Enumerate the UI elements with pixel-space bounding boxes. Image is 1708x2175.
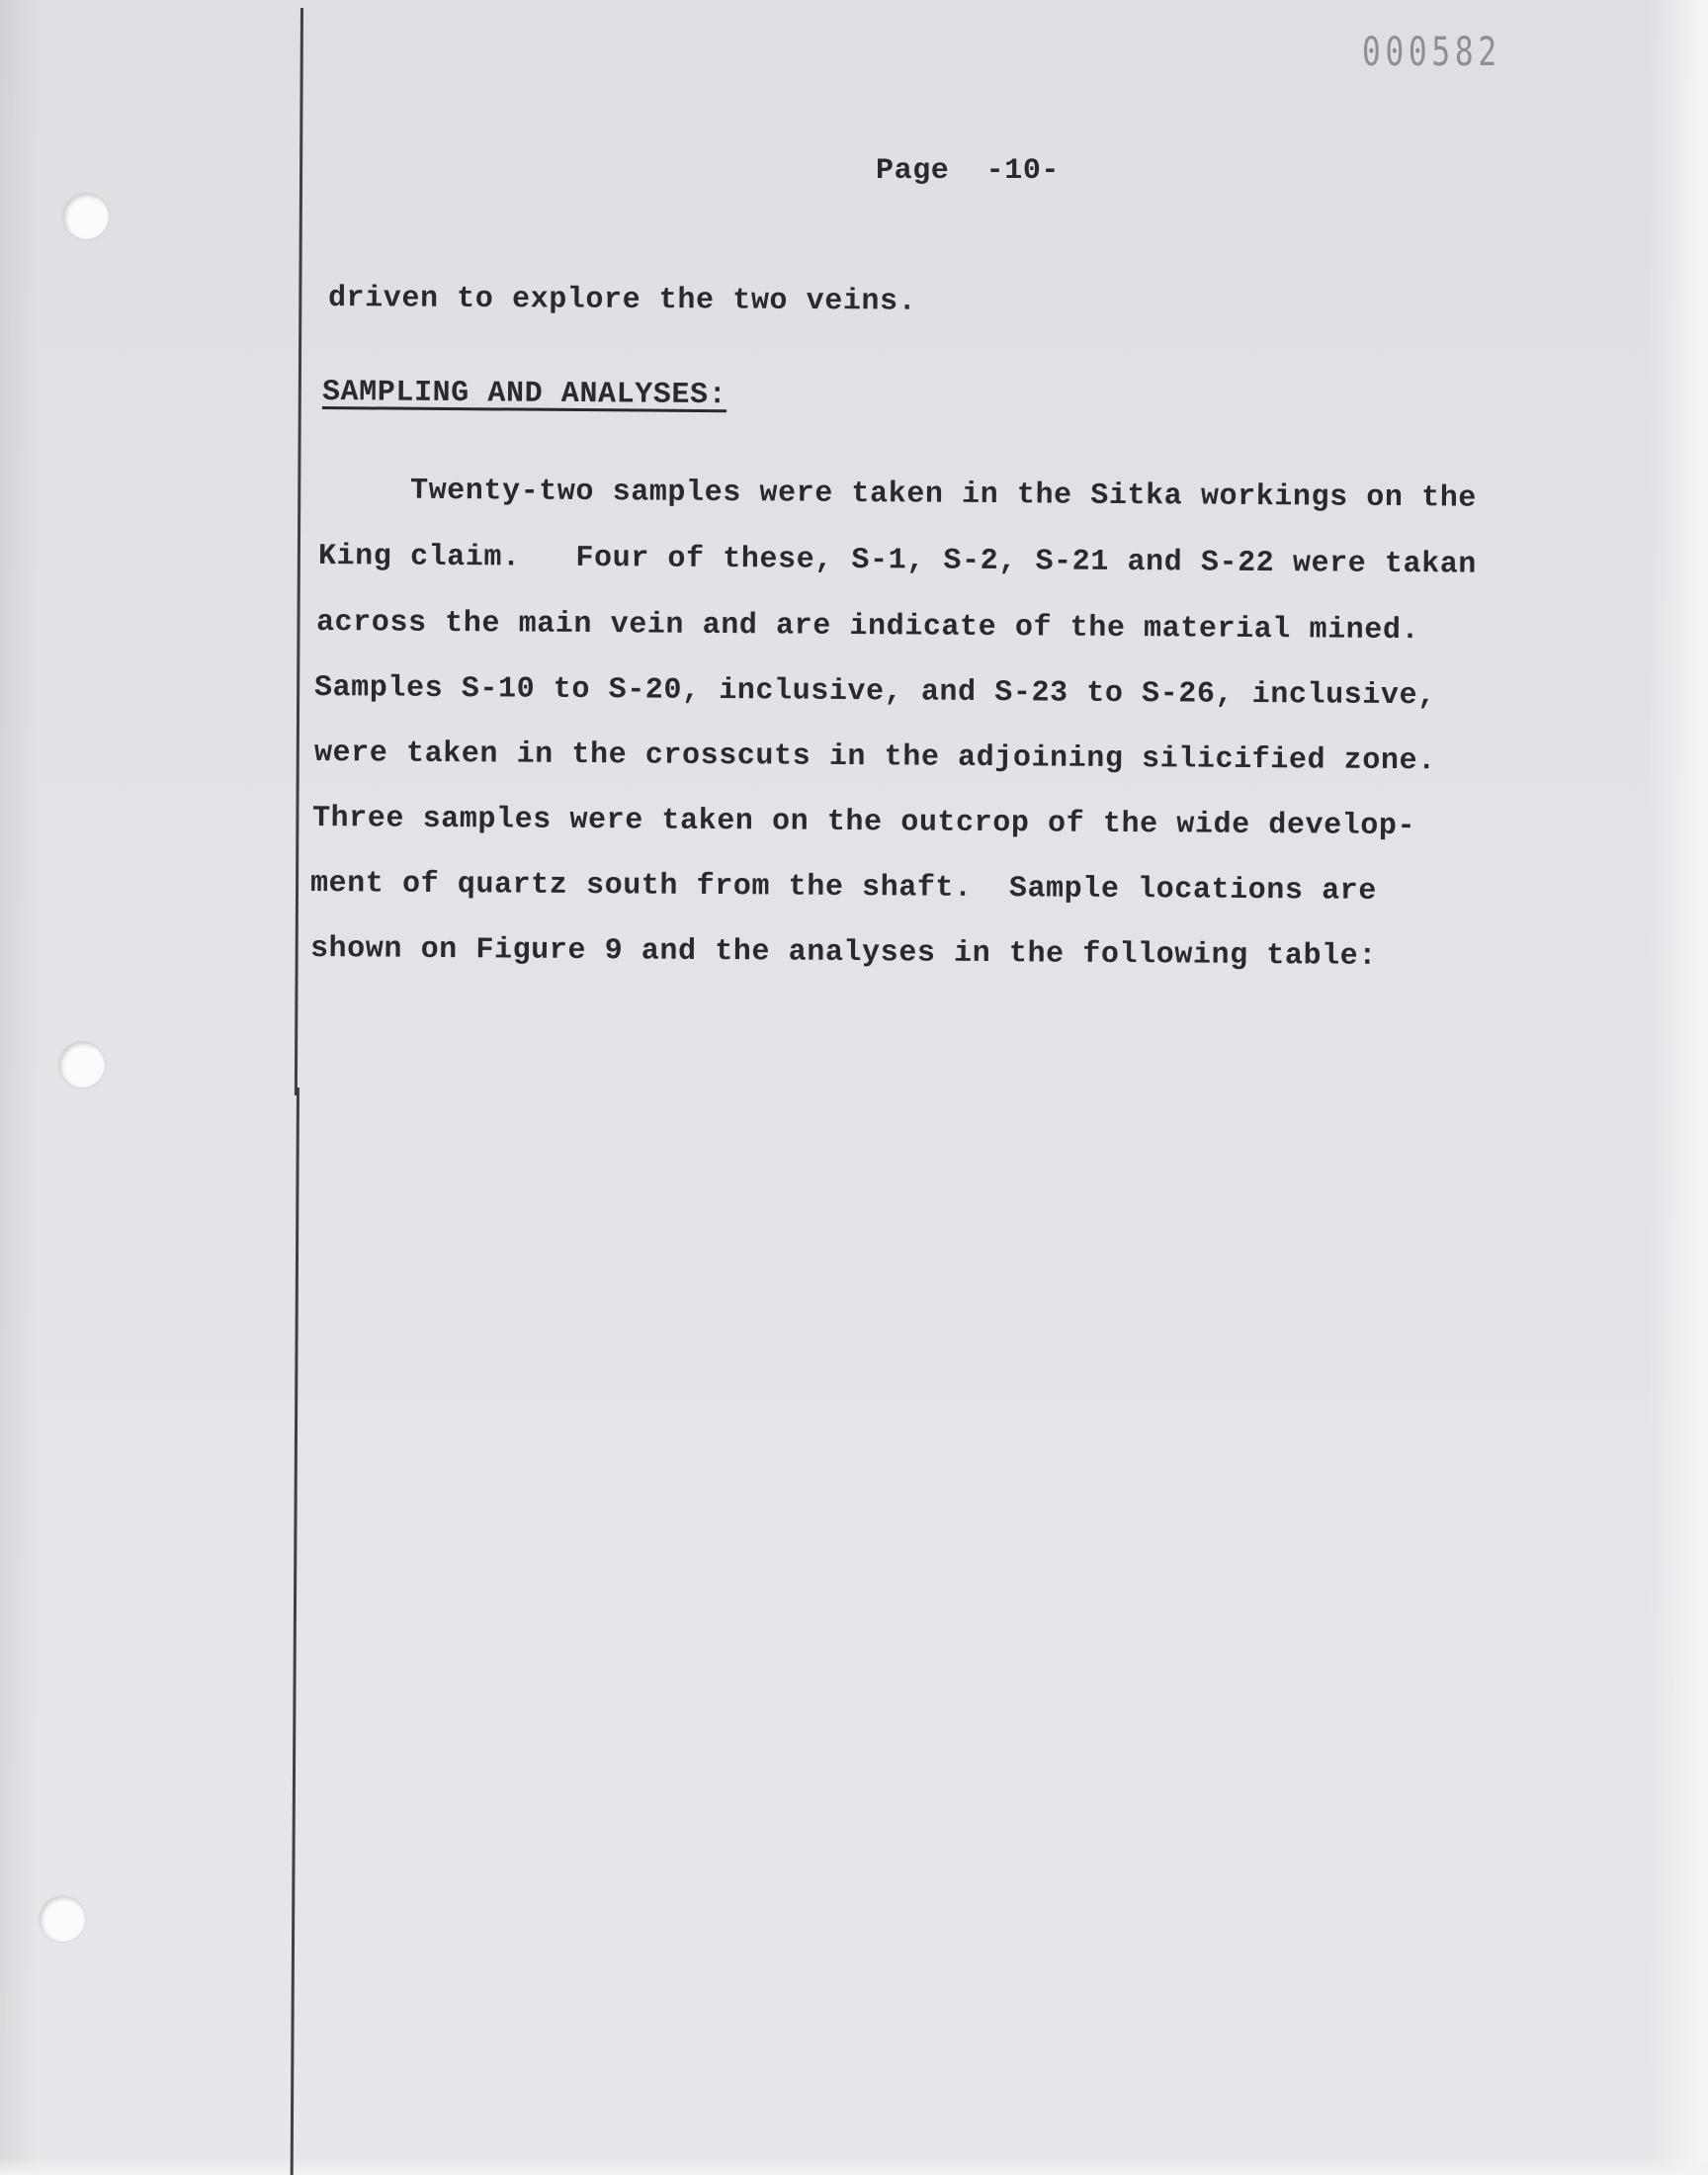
paragraph-line: Twenty-two samples were taken in the Sitka workings on the bbox=[317, 474, 1478, 516]
page-edge-bottom bbox=[0, 2157, 1708, 2175]
document-stamp-number: 000582 bbox=[1362, 30, 1501, 75]
margin-rule-lower bbox=[291, 1088, 299, 2175]
punch-hole-bottom bbox=[40, 1896, 85, 1942]
page-edge-right bbox=[1649, 0, 1708, 2175]
paragraph-line: shown on Figure 9 and the analyses in the following table: bbox=[309, 932, 1378, 974]
punch-hole-middle bbox=[59, 1042, 105, 1088]
section-heading: SAMPLING AND ANALYSES: bbox=[321, 376, 727, 413]
margin-rule-upper bbox=[295, 8, 303, 1095]
paragraph-line: King claim. Four of these, S-1, S-2, S-21 and S-22 were takan bbox=[317, 540, 1478, 582]
paragraph-line: Samples S-10 to S-20, inclusive, and S-23 to S-26, inclusive, bbox=[313, 671, 1436, 714]
punch-hole-top bbox=[63, 194, 109, 239]
paragraph-line: across the main vein and are indicate of the material mined. bbox=[315, 606, 1420, 649]
paragraph-line: were taken in the crosscuts in the adjoining silicified zone. bbox=[313, 737, 1436, 779]
page-number: Page -10- bbox=[876, 154, 1061, 188]
continuation-line: driven to explore the two veins. bbox=[327, 282, 917, 319]
paragraph-line: ment of quartz south from the shaft. Sample locations are bbox=[309, 867, 1378, 909]
paragraph-line: Three samples were taken on the outcrop of the wide develop- bbox=[311, 802, 1416, 844]
